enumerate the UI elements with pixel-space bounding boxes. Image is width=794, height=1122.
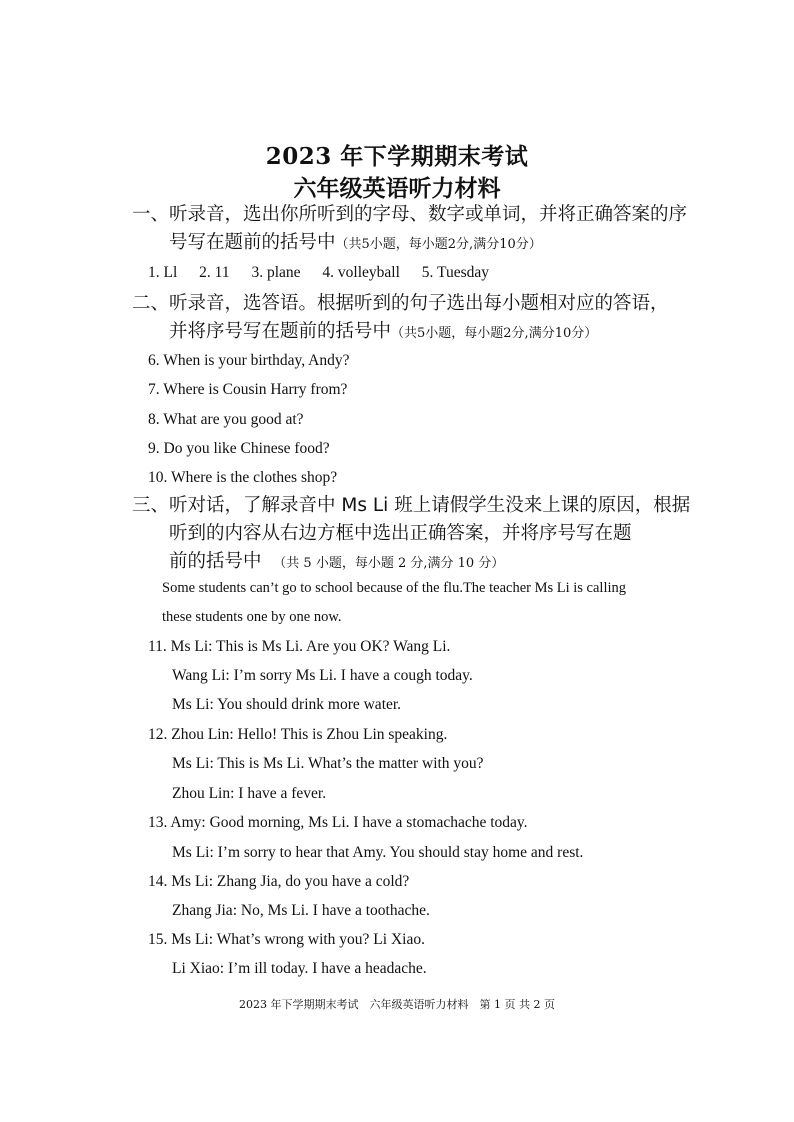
section3-heading	[132, 492, 690, 578]
page-subtitle: 六年级英语听力材料	[293, 176, 501, 202]
answer-item: 1. Ll	[148, 264, 178, 281]
section3-heading-line1: 三、听对话，了解录音中 Ms Li 班上请假学生没来上课的原因，根据	[132, 495, 691, 516]
dialogue-line: 15. Ms Li: What’s wrong with you? Li Xiao.	[148, 931, 425, 948]
section3-intro: Some students can’t go to school because of the flu.The teacher Ms Li is calling	[162, 580, 627, 596]
question-item: 10. Where is the clothes shop?	[148, 469, 338, 486]
section1-answers	[148, 264, 507, 282]
section1-heading	[132, 201, 687, 259]
section1-heading-line1: 一、听录音，选出你所听到的字母、数字或单词，并将正确答案的序	[132, 204, 688, 225]
page-title: 2023 年下学期期末考试	[265, 143, 529, 170]
dialogue-line: Zhou Lin: I have a fever.	[172, 785, 327, 802]
answer-item: 5. Tuesday	[421, 264, 489, 281]
dialogue-line: 11. Ms Li: This is Ms Li. Are you OK? Wang Li.	[148, 638, 451, 655]
dialogue-line: 14. Ms Li: Zhang Jia, do you have a cold?	[148, 873, 410, 890]
section1-heading-line2: 号写在题前的括号中（共5小题，每小题2分,满分10分）	[169, 232, 542, 253]
section3-intro: these students one by one now.	[162, 609, 342, 625]
section3-heading-line3: 前的括号中 （共 5 小题，每小题 2 分,满分 10 分）	[169, 551, 505, 572]
dialogue-line: 13. Amy: Good morning, Ms Li. I have a stomachache today.	[148, 814, 528, 831]
section3-heading-line2: 听到的内容从右边方框中选出正确答案，并将序号写在题	[169, 523, 632, 544]
section2-heading	[132, 290, 669, 348]
answer-item: 4. volleyball	[322, 264, 400, 281]
answer-item: 2. 11	[199, 264, 230, 281]
dialogue-line: 12. Zhou Lin: Hello! This is Zhou Lin speaking.	[148, 726, 448, 743]
answer-item: 3. plane	[251, 264, 301, 281]
dialogue-line: Ms Li: You should drink more water.	[172, 696, 402, 713]
page-footer: 2023 年下学期期末考试 六年级英语听力材料 第 1 页 共 2 页	[239, 998, 555, 1011]
dialogue-line: Li Xiao: I’m ill today. I have a headache.	[172, 960, 427, 977]
section1-note: （共5小题，每小题2分,满分10分）	[335, 237, 542, 252]
dialogue-line: Ms Li: I’m sorry to hear that Amy. You should stay home and rest.	[172, 844, 584, 861]
question-item: 6. When is your birthday, Andy?	[148, 352, 350, 369]
question-item: 9. Do you like Chinese food?	[148, 440, 330, 457]
section3-note: （共 5 小题，每小题 2 分,满分 10 分）	[273, 556, 505, 571]
question-item: 8. What are you good at?	[148, 411, 304, 428]
dialogue-line: Zhang Jia: No, Ms Li. I have a toothache.	[172, 902, 430, 919]
section2-heading-line1: 二、听录音，选答语。根据听到的句子选出每小题相对应的答语，	[132, 293, 669, 314]
question-item: 7. Where is Cousin Harry from?	[148, 381, 348, 398]
dialogue-line: Ms Li: This is Ms Li. What’s the matter with you?	[172, 755, 484, 772]
section2-note: （共5小题，每小题2分,满分10分）	[391, 326, 598, 341]
dialogue-line: Wang Li: I’m sorry Ms Li. I have a cough today.	[172, 667, 473, 684]
section2-heading-line2: 并将序号写在题前的括号中（共5小题，每小题2分,满分10分）	[169, 321, 598, 342]
